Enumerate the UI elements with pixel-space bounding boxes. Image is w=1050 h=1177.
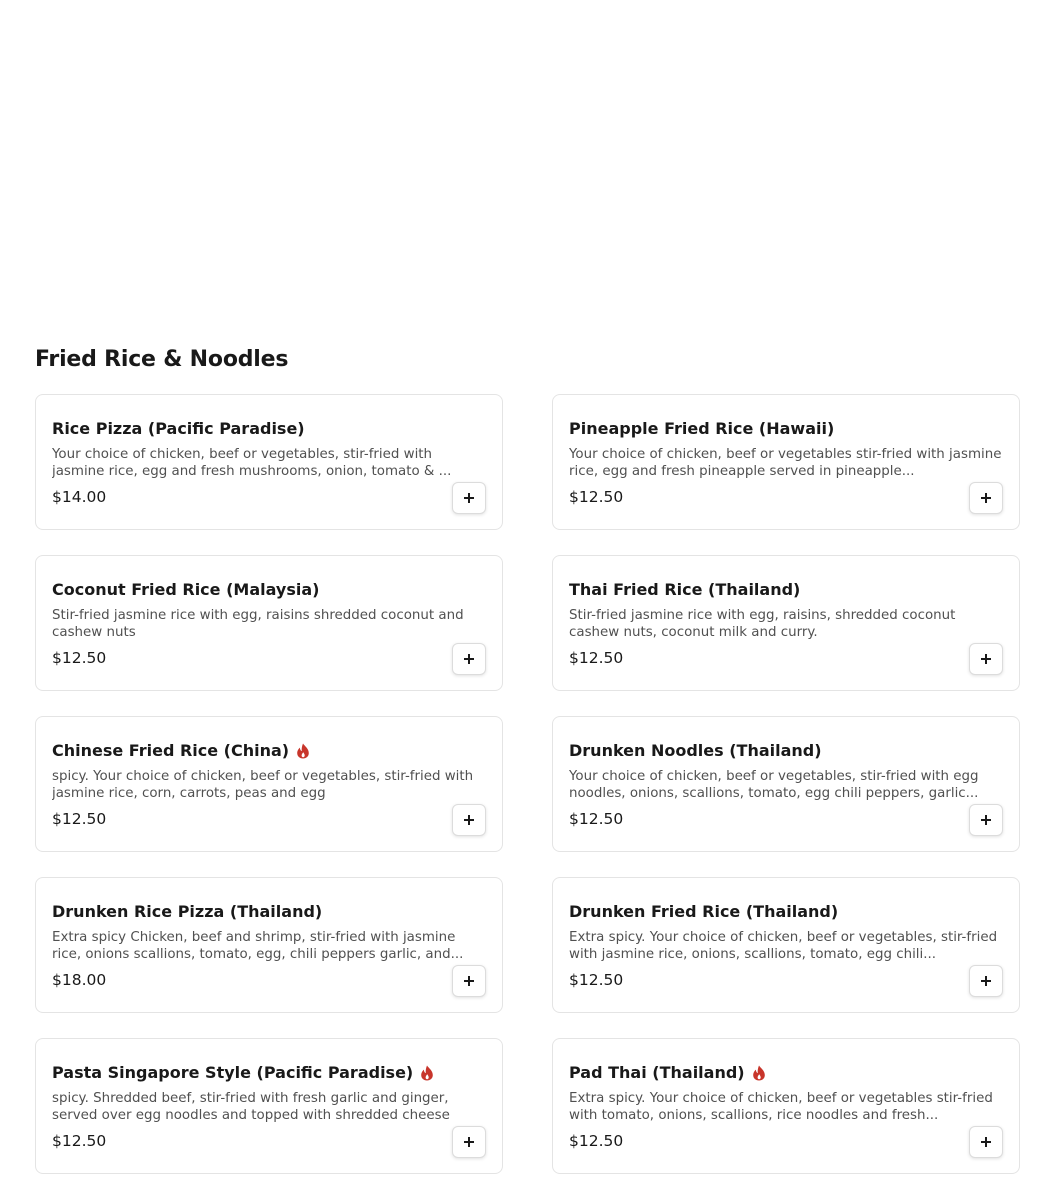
add-item-button[interactable]: [969, 804, 1003, 836]
menu-item-card[interactable]: [35, 394, 503, 530]
menu-item-card[interactable]: [35, 555, 503, 691]
plus-icon: [464, 1137, 474, 1147]
item-price: $12.50: [52, 649, 107, 667]
item-description: Extra spicy. Your choice of chicken, beef or vegetables stir-fried with tomato, onions, scallions, rice noodles and fresh...: [569, 1091, 993, 1123]
menu-item-card[interactable]: [552, 394, 1020, 530]
item-name-row: [52, 1061, 486, 1085]
plus-icon: [464, 976, 474, 986]
item-name-row: [569, 900, 1003, 924]
menu-item-card[interactable]: [552, 1038, 1020, 1174]
flame-icon: [296, 743, 310, 759]
add-item-button[interactable]: [969, 643, 1003, 675]
add-item-button[interactable]: [452, 482, 486, 514]
item-description: Extra spicy Chicken, beef and shrimp, stir-fried with jasmine rice, onions scallions, tomato, egg, chili peppers garlic, and...: [52, 930, 464, 962]
plus-icon: [981, 1137, 991, 1147]
item-name-row: [569, 739, 1003, 763]
menu-item-card[interactable]: [35, 716, 503, 852]
item-price: $12.50: [569, 1132, 624, 1150]
item-name-row: [52, 578, 486, 602]
plus-icon: [981, 815, 991, 825]
item-description: Your choice of chicken, beef or vegetables, stir-fried with egg noodles, onions, scallions, tomato, egg chili peppers, garlic...: [569, 769, 979, 801]
plus-icon: [981, 654, 991, 664]
menu-item-grid: [35, 394, 1020, 1174]
menu-item-card[interactable]: [552, 555, 1020, 691]
item-name-row: [52, 417, 486, 441]
add-item-button[interactable]: [452, 804, 486, 836]
plus-icon: [981, 976, 991, 986]
flame-icon: [420, 1065, 434, 1081]
flame-icon: [752, 1065, 766, 1081]
item-name: Pasta Singapore Style (Pacific Paradise): [52, 1063, 414, 1082]
item-description: Your choice of chicken, beef or vegetables stir-fried with jasmine rice, egg and fresh pineapple served in pineapple...: [569, 447, 1002, 479]
plus-icon: [464, 493, 474, 503]
item-description: spicy. Shredded beef, stir-fried with fresh garlic and ginger, served over egg noodles and topped with shredded cheese: [52, 1091, 450, 1123]
item-name-row: [52, 739, 486, 763]
item-name: Pad Thai (Thailand): [569, 1063, 745, 1082]
menu-item-card[interactable]: [552, 716, 1020, 852]
plus-icon: [464, 815, 474, 825]
item-description: Extra spicy. Your choice of chicken, beef or vegetables, stir-fried with jasmine rice, onions, scallions, tomato, egg chili...: [569, 930, 998, 962]
item-name: Rice Pizza (Pacific Paradise): [52, 419, 305, 438]
item-name: Drunken Fried Rice (Thailand): [569, 902, 839, 921]
section-title: Fried Rice & Noodles: [35, 347, 289, 372]
item-price: $18.00: [52, 971, 107, 989]
item-price: $12.50: [569, 649, 624, 667]
item-description: Stir-fried jasmine rice with egg, raisins shredded coconut and cashew nuts: [52, 608, 464, 640]
plus-icon: [981, 493, 991, 503]
menu-item-card[interactable]: [552, 877, 1020, 1013]
item-description: Stir-fried jasmine rice with egg, raisins, shredded coconut cashew nuts, coconut milk and curry.: [569, 608, 956, 640]
add-item-button[interactable]: [969, 1126, 1003, 1158]
item-price: $12.50: [52, 810, 107, 828]
item-name-row: [569, 1061, 1003, 1085]
plus-icon: [464, 654, 474, 664]
item-price: $12.50: [569, 971, 624, 989]
item-price: $12.50: [569, 488, 624, 506]
item-price: $14.00: [52, 488, 107, 506]
add-item-button[interactable]: [452, 643, 486, 675]
add-item-button[interactable]: [452, 965, 486, 997]
item-price: $12.50: [569, 810, 624, 828]
menu-item-card[interactable]: [35, 1038, 503, 1174]
menu-section: [35, 340, 1021, 1150]
item-name: Thai Fried Rice (Thailand): [569, 580, 801, 599]
item-name-row: [52, 900, 486, 924]
item-price: $12.50: [52, 1132, 107, 1150]
add-item-button[interactable]: [969, 482, 1003, 514]
item-description: Your choice of chicken, beef or vegetables, stir-fried with jasmine rice, egg and fresh mushrooms, onion, tomato & ...: [52, 447, 452, 479]
item-name: Chinese Fried Rice (China): [52, 741, 290, 760]
item-name: Drunken Rice Pizza (Thailand): [52, 902, 323, 921]
menu-item-card[interactable]: [35, 877, 503, 1013]
item-name: Pineapple Fried Rice (Hawaii): [569, 419, 835, 438]
item-name-row: [569, 578, 1003, 602]
add-item-button[interactable]: [452, 1126, 486, 1158]
item-name: Drunken Noodles (Thailand): [569, 741, 822, 760]
item-name-row: [569, 417, 1003, 441]
add-item-button[interactable]: [969, 965, 1003, 997]
item-name: Coconut Fried Rice (Malaysia): [52, 580, 320, 599]
item-description: spicy. Your choice of chicken, beef or vegetables, stir-fried with jasmine rice, corn, carrots, peas and egg: [52, 769, 474, 801]
